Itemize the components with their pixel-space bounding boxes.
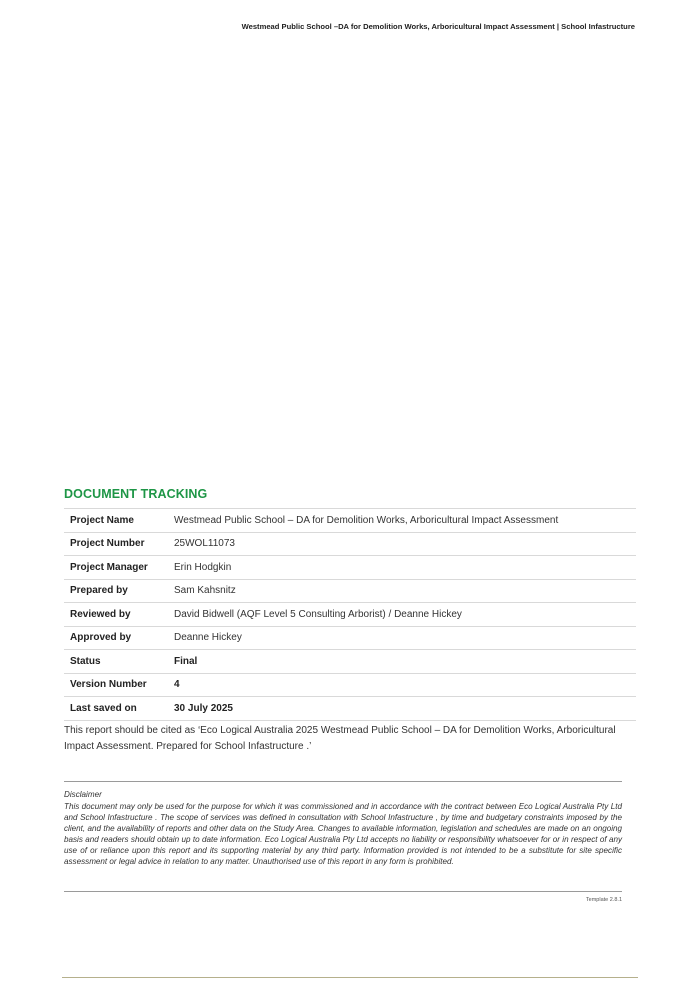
row-label: Last saved on	[64, 697, 168, 721]
row-label: Project Name	[64, 509, 168, 533]
citation-text: This report should be cited as ‘Eco Logical Australia 2025 Westmead Public School – DA for Demolition Works, Arboricultural Impact Assessment. Prepared for School Infastructure .’	[64, 725, 616, 752]
table-row	[64, 579, 636, 603]
row-value: Deanne Hickey	[168, 626, 636, 650]
disclaimer-bottom-rule	[64, 891, 622, 892]
table-row	[64, 556, 636, 580]
table-row	[64, 673, 636, 697]
row-value: 30 July 2025	[168, 697, 636, 721]
table-row	[64, 603, 636, 627]
row-value: 4	[168, 673, 636, 697]
running-header: Westmead Public School –DA for Demolition Works, Arboricultural Impact Assessment | School Infastructure	[241, 22, 635, 31]
document-tracking-table	[64, 508, 636, 721]
disclaimer-top-rule	[64, 781, 622, 782]
row-value: Sam Kahsnitz	[168, 579, 636, 603]
disclaimer-block	[64, 789, 622, 867]
row-label: Status	[64, 650, 168, 674]
row-value: 25WOL11073	[168, 532, 636, 556]
table-row	[64, 650, 636, 674]
row-value: Erin Hodgkin	[168, 556, 636, 580]
table-row	[64, 509, 636, 533]
disclaimer-title: Disclaimer	[64, 790, 102, 799]
table-row	[64, 697, 636, 721]
row-label: Approved by	[64, 626, 168, 650]
row-label: Project Number	[64, 532, 168, 556]
disclaimer-body: This document may only be used for the purpose for which it was commissioned and in accordance with the contract between Eco Logical Australia Pty Ltd and School Infastructure . The scope of services was defined in consultation with School Infastructure , by time and budgetary constraints imposed by the client, and the availability of reports and other data on the Study Area. Changes to available information, legislation and schedules are made on an ongoing basis and readers should obtain up to date information. Eco Logical Australia Pty Ltd accepts no liability or responsibility whatsoever for or in respect of any use of or reliance upon this report and its supporting material by any third party. Information provided is not intended to be a substitute for site specific assessment or legal advice in relation to any matter. Unauthorised use of this report in any form is prohibited.	[64, 802, 622, 866]
table-row	[64, 532, 636, 556]
footer-rule	[62, 977, 638, 978]
row-label: Project Manager	[64, 556, 168, 580]
template-version: Template 2.8.1	[585, 897, 622, 903]
row-value: Final	[168, 650, 636, 674]
table-row	[64, 626, 636, 650]
row-label: Prepared by	[64, 579, 168, 603]
row-label: Reviewed by	[64, 603, 168, 627]
section-title: DOCUMENT TRACKING	[64, 487, 208, 501]
row-value: David Bidwell (AQF Level 5 Consulting Arborist) / Deanne Hickey	[168, 603, 636, 627]
row-label: Version Number	[64, 673, 168, 697]
row-value: Westmead Public School – DA for Demolition Works, Arboricultural Impact Assessment	[168, 509, 636, 533]
